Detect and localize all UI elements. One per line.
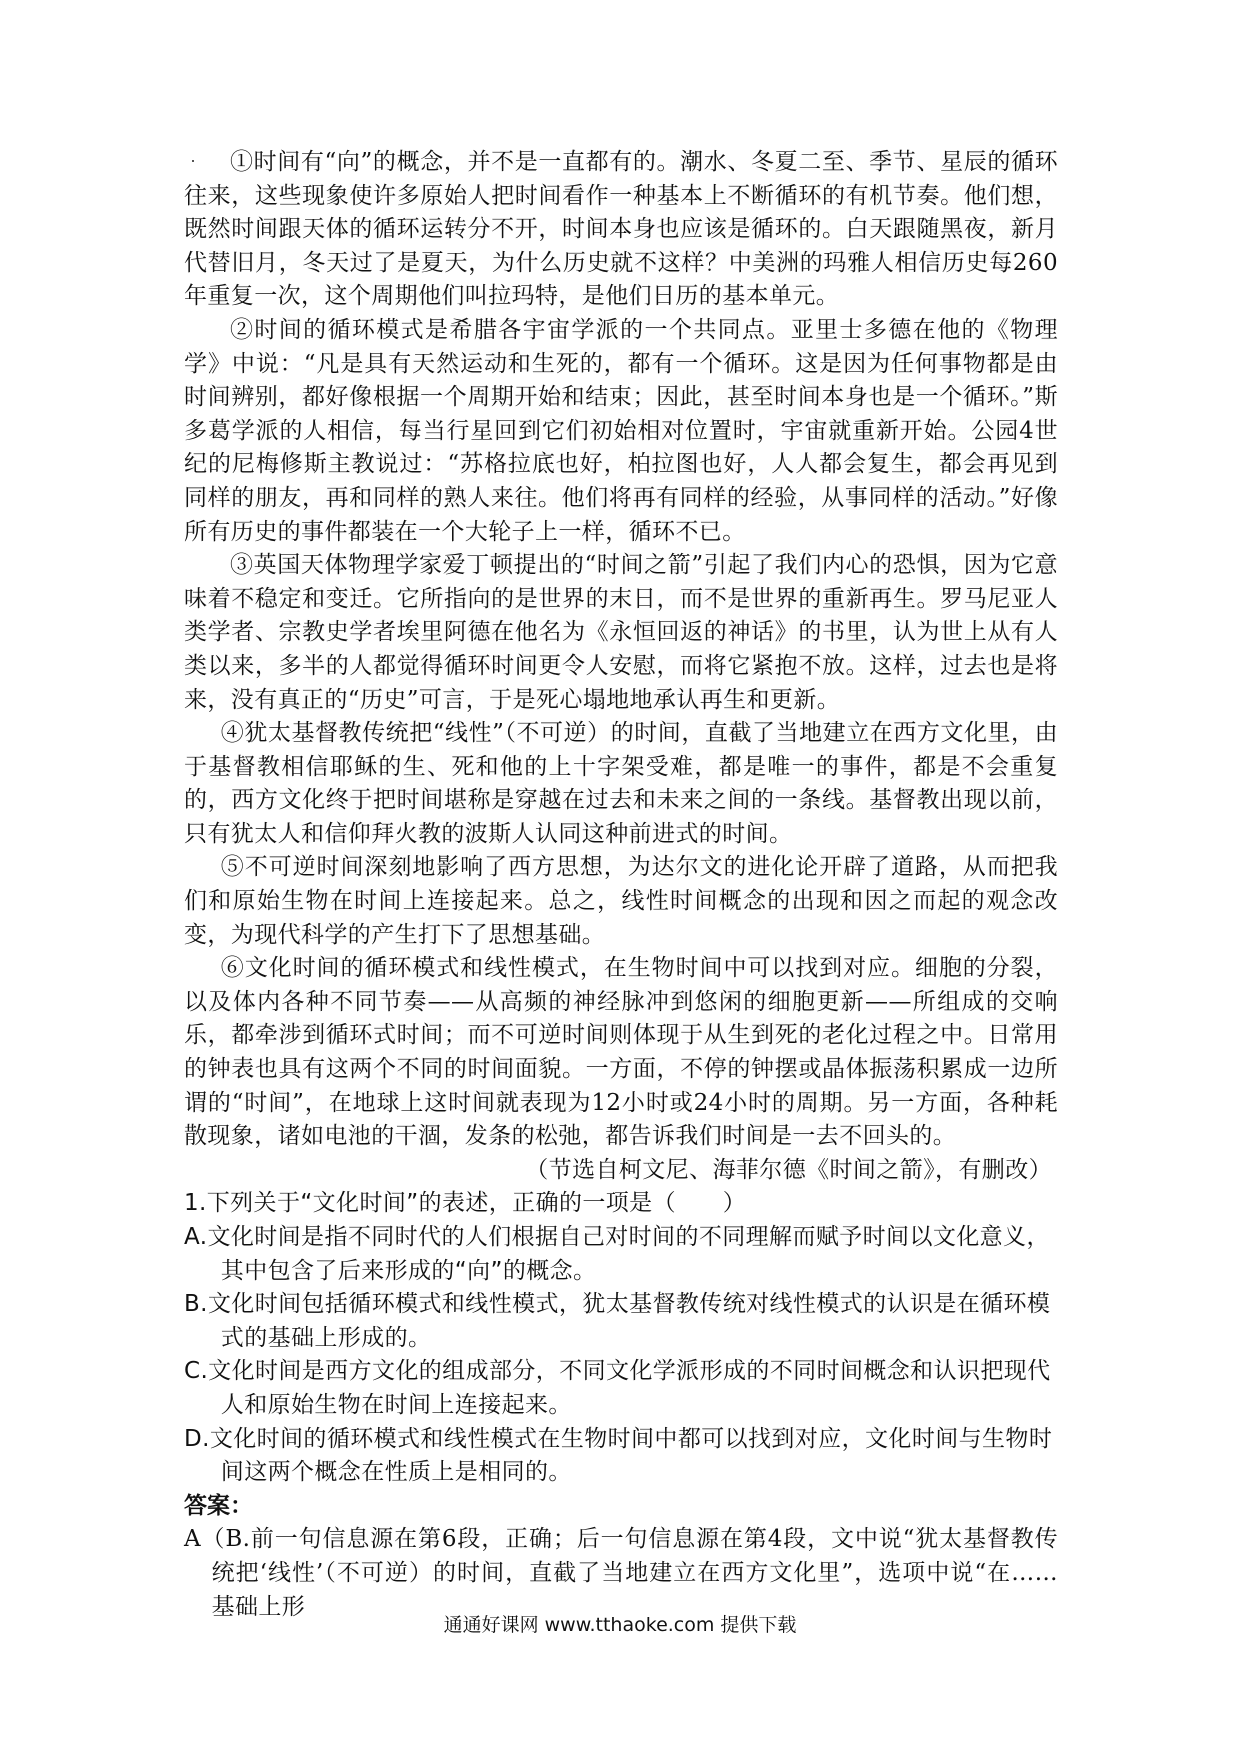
paragraph-6: ⑥文化时间的循环模式和线性模式，在生物时间中可以找到对应。细胞的分裂，以及体内各种不同节奏——从高频的神经脉冲到悠闲的细胞更新——所组成的交响乐，都牵涉到循环式时间；而不可逆时间则体现于从生到死的老化过程之中。日常用的钟表也具有这两个不同的时间面貌。一方面，不停的钟摆或晶体振荡积累成一边所谓的“时间”，在地球上这时间就表现为12小时或24小时的周期。另一方面，各种耗散现象，诸如电池的干涸，发条的松弛，都告诉我们时间是一去不回头的。 xyxy=(184,955,1058,1150)
option-c: C.文化时间是西方文化的组成部分，不同文化学派形成的不同时间概念和认识把现代人和原始生物在时间上连接起来。 xyxy=(184,1358,1051,1418)
document-content xyxy=(184,146,1058,1624)
paragraph-5: ⑤不可逆时间深刻地影响了西方思想，为达尔文的进化论开辟了道路，从而把我们和原始生物在时间上连接起来。总之，线性时间概念的出现和因之而起的观念改变，为现代科学的产生打下了思想基础。 xyxy=(184,854,1058,948)
answer-text: A（B.前一句信息源在第6段，正确；后一句信息源在第4段，文中说“犹太基督教传统把‘线性’（不可逆）的时间，直截了当地建立在西方文化里”，选项中说“在……基础上形 xyxy=(184,1526,1058,1620)
page-footer: 通通好课网 www.tthaoke.com 提供下载 xyxy=(443,1614,797,1636)
answer-label: 答案： xyxy=(184,1492,253,1519)
source-citation: （节选自柯文尼、海菲尔德《时间之箭》，有删改） xyxy=(525,1156,1052,1183)
paragraph-2: ②时间的循环模式是希腊各宇宙学派的一个共同点。亚里士多德在他的《物理学》中说：“凡是具有天然运动和生死的，都有一个循环。这是因为任何事物都是由时间辨别，都好像根据一个周期开始和结束；因此，甚至时间本身也是一个循环。”斯多葛学派的人相信，每当行星回到它们初始相对位置时，宇宙就重新开始。公园4世纪的尼梅修斯主教说过：“苏格拉底也好，柏拉图也好，人人都会复生，都会再见到同样的朋友，再和同样的熟人来往。他们将再有同样的经验，从事同样的活动。”好像所有历史的事件都装在一个大轮子上一样，循环不已。 xyxy=(184,316,1058,545)
paragraph-3: ③英国天体物理学家爱丁顿提出的“时间之箭”引起了我们内心的恐惧，因为它意味着不稳定和变迁。它所指向的是世界的末日，而不是世界的重新再生。罗马尼亚人类学者、宗教史学者埃里阿德在他名为《永恒回返的神话》的书里，认为世上从有人类以来，多半的人都觉得循环时间更令人安慰，而将它紧抱不放。这样，过去也是将来，没有真正的“历史”可言，于是死心塌地地承认再生和更新。 xyxy=(184,552,1058,713)
option-a: A.文化时间是指不同时代的人们根据自己对时间的不同理解而赋予时间以文化意义，其中包含了后来形成的“向”的概念。 xyxy=(184,1224,1050,1284)
paragraph-4: ④犹太基督教传统把“线性”（不可逆）的时间，直截了当地建立在西方文化里，由于基督教相信耶稣的生、死和他的上十字架受难，都是唯一的事件，都是不会重复的，西方文化终于把时间堪称是穿越在过去和未来之间的一条线。基督教出现以前，只有犹太人和信仰拜火教的波斯人认同这种前进式的时间。 xyxy=(184,720,1058,847)
question-stem: 1.下列关于“文化时间”的表述，正确的一项是（ ） xyxy=(184,1190,747,1217)
option-d: D.文化时间的循环模式和线性模式在生物时间中都可以找到对应，文化时间与生物时间这两个概念在性质上是相同的。 xyxy=(184,1425,1053,1486)
paragraph-1: ①时间有“向”的概念，并不是一直都有的。潮水、冬夏二至、季节、星辰的循环往来，这些现象使许多原始人把时间看作一种基本上不断循环的有机节奏。他们想，既然时间跟天体的循环运转分不开，时间本身也应该是循环的。白天跟随黑夜，新月代替旧月，冬天过了是夏天，为什么历史就不这样？中美洲的玛雅人相信历史每260年重复一次，这个周期他们叫拉玛特，是他们日历的基本单元。 xyxy=(184,149,1058,310)
option-b: B.文化时间包括循环模式和线性模式，犹太基督教传统对线性模式的认识是在循环模式的基础上形成的。 xyxy=(184,1291,1051,1351)
